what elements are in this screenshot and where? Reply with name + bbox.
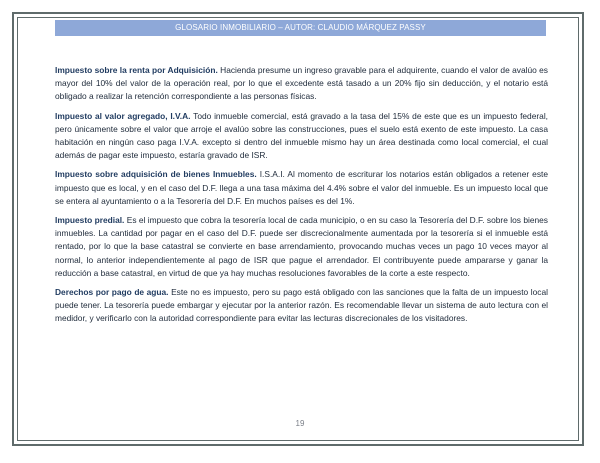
glossary-entry — [55, 110, 548, 163]
entry-text: I.S.A.I. Al momento de escriturar los notarios están obligados a retener este impuesto que es local, y en el caso del D.F. llega a una tasa máxima del 4.4% sobre el valor del inmueble. Es un impuesto local que se entera al ayuntamiento o a la Tesorería del D.F. En muchos países es del 1%. — [55, 169, 548, 206]
page-number: 19 — [295, 419, 305, 428]
glossary-entry — [55, 168, 548, 208]
entry-text: Es el impuesto que cobra la tesorería local de cada municipio, o en su caso la Tesorería del D.F. sobre los bienes inmuebles. La cantidad por pagar en el caso del D.F. puede ser discrecionalmente aumentada por la tesorería si el inmueble está rentado, por lo que la base catastral se convierte en base arrendamiento, provocando muchas veces un pago 10 veces mayor al normal, lo anterior independientemente al pago de ISR que pague el arrendador. El contribuyente puede ampararse y ganar la reducción a base catastral, en virtud de que ya hay muchas resoluciones favorables de la corte a este respecto. — [55, 215, 548, 278]
entry-text: Hacienda presume un ingreso gravable para el adquirente, cuando el valor de avalúo es mayor del 10% del valor de la operación real, por lo que el excedente está tasado a un 20% fijo sin deducción, y el notario está obligado a realizar la retención correspondiente a las personas físicas. — [55, 65, 548, 102]
entry-text: Este no es impuesto, pero su pago está obligado con las sanciones que la falta de un impuesto local puede tener. La tesorería puede embargar y ejecutar por la anterior razón. Es recomendable llevar un sistema de auto lectura con el medidor, y verificarlo con la autoridad correspondiente para evitar las lecturas discrecionales de los visitadores. — [55, 287, 548, 324]
entry-text: Todo inmueble comercial, está gravado a la tasa del 15% de este que es un impuesto federal, pero únicamente sobre el valor que arroje el avalúo sobre las construcciones, pues el suelo está exento de este impuesto. La casa habitación en ningún caso paga I.V.A. excepto si dentro del inmueble mismo hay un área destinada como local comercial, el cual además de pagar este impuesto, estaría gravado de ISR. — [55, 110, 549, 161]
running-header: GLOSARIO INMOBILIARIO – AUTOR: CLAUDIO MÁRQUEZ PASSY — [55, 20, 546, 36]
glossary-content — [55, 64, 548, 332]
glossary-entry — [55, 286, 548, 326]
entry-term: Impuesto sobre adquisición de bienes Inmuebles. — [55, 169, 257, 180]
entry-term: Impuesto al valor agregado, I.V.A. — [55, 110, 191, 121]
entry-term: Impuesto predial. — [55, 215, 125, 226]
entry-term: Impuesto sobre la renta por Adquisición. — [55, 65, 218, 75]
glossary-entry — [55, 214, 548, 280]
entry-term: Derechos por pago de agua. — [55, 287, 169, 298]
glossary-entry — [55, 64, 548, 104]
